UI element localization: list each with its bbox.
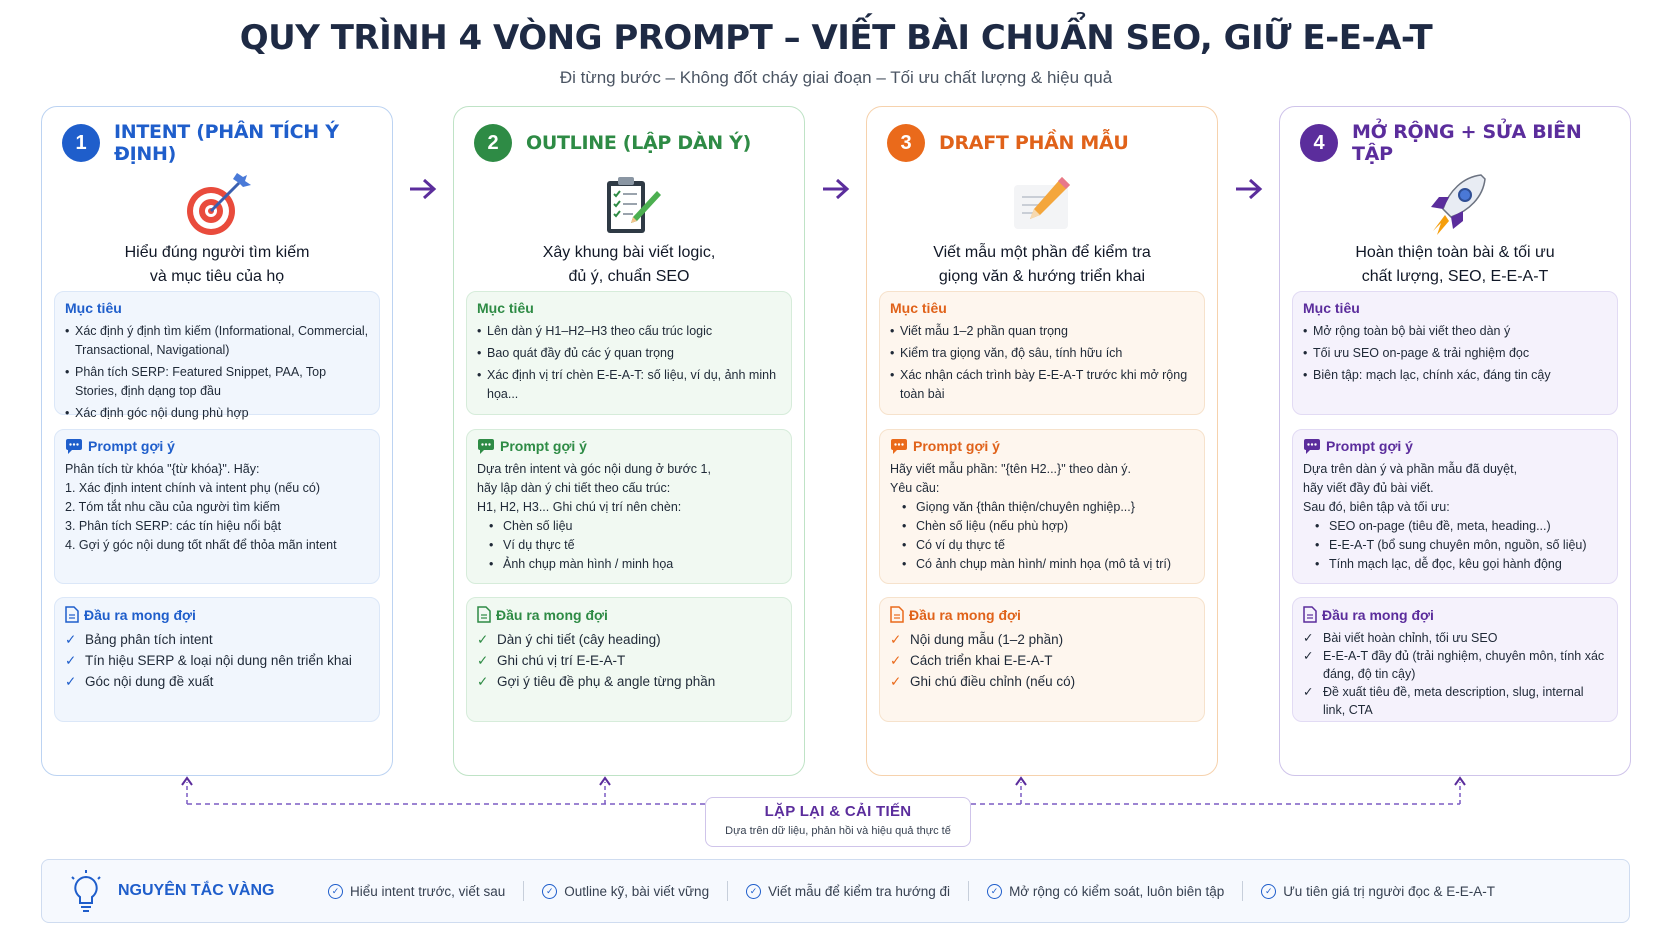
step-card-intent: [41, 106, 393, 776]
goal-item: • Bao quát đầy đủ các ý quan trọng: [477, 344, 781, 363]
step-header: [62, 123, 382, 163]
rule-text: Mở rộng có kiểm soát, luôn biên tập: [1009, 883, 1225, 899]
document-icon: [890, 606, 904, 623]
prompt-line: 4. Gợi ý góc nội dung tốt nhất để thỏa mãn intent: [65, 538, 337, 552]
loop-title: LẶP LẠI & CẢI TIẾN: [764, 803, 912, 820]
check-circle-icon: ✓: [746, 884, 761, 899]
output-heading: [65, 606, 369, 623]
prompt-line: Phân tích từ khóa "{từ khóa}". Hãy:: [65, 462, 260, 476]
prompt-section: [54, 429, 380, 584]
rule-text: Ưu tiên giá trị người đọc & E-E-A-T: [1283, 883, 1496, 899]
check-circle-icon: ✓: [542, 884, 557, 899]
output-item: ✓ Dàn ý chi tiết (cây heading): [477, 629, 781, 650]
golden-rule: [542, 884, 709, 899]
prompt-bullet: • Giọng văn {thân thiện/chuyên nghiệp...}: [890, 498, 1194, 517]
output-label: Đầu ra mong đợi: [909, 606, 1021, 623]
rule-text: Hiểu intent trước, viết sau: [350, 883, 506, 899]
chat-bubble-icon: [65, 439, 83, 454]
prompt-label: Prompt gợi ý: [500, 438, 587, 454]
step-description: [877, 241, 1207, 289]
golden-rule: [987, 884, 1224, 899]
clipboard-checklist-icon: [454, 169, 804, 241]
step-number-badge: 3: [887, 124, 925, 162]
goal-item: • Xác nhận cách trình bày E-E-A-T trước khi mở rộng toàn bài: [890, 366, 1194, 404]
divider: [968, 881, 969, 901]
rule-text: Viết mẫu để kiểm tra hướng đi: [768, 883, 951, 899]
golden-rule: [328, 884, 505, 899]
output-item: ✓ Nội dung mẫu (1–2 phần): [890, 629, 1194, 650]
output-item: ✓ Cách triển khai E-E-A-T: [890, 650, 1194, 671]
step-card-outline: [453, 106, 805, 776]
document-icon: [1303, 606, 1317, 623]
output-label: Đầu ra mong đợi: [84, 606, 196, 623]
step-description: [1290, 241, 1620, 289]
chat-bubble-icon: [1303, 439, 1321, 454]
output-heading: [890, 606, 1194, 623]
rocket-icon: [1280, 169, 1630, 241]
output-heading: [1303, 606, 1607, 623]
prompt-label: Prompt gợi ý: [88, 438, 175, 454]
desc-line: chất lượng, SEO, E-E-A-T: [1361, 268, 1549, 285]
prompt-bullet: • Có ảnh chụp màn hình/ minh họa (mô tả vị trí): [890, 555, 1194, 574]
loop-improve-box: [705, 797, 971, 847]
lightbulb-icon: [66, 869, 106, 913]
goal-item: • Biên tập: mạch lạc, chính xác, đáng tin cậy: [1303, 366, 1607, 385]
prompt-line: Hãy viết mẫu phần: "{tên H2...}" theo dàn ý.: [890, 462, 1131, 476]
output-item: ✓ Bảng phân tích intent: [65, 629, 369, 650]
check-circle-icon: ✓: [1261, 884, 1276, 899]
goals-label: Mục tiêu: [65, 300, 122, 316]
golden-rules-list: [328, 881, 1495, 901]
step-header: [474, 123, 794, 163]
arrow-right-icon: [1234, 176, 1264, 202]
check-circle-icon: ✓: [328, 884, 343, 899]
rule-text: Outline kỹ, bài viết vững: [564, 883, 710, 899]
goal-item: • Phân tích SERP: Featured Snippet, PAA, Top Stories, định dạng top đầu: [65, 363, 369, 401]
prompt-line: H1, H2, H3... Ghi chú vị trí nên chèn:: [477, 500, 682, 514]
chat-bubble-icon: [890, 439, 908, 454]
output-label: Đầu ra mong đợi: [1322, 606, 1434, 623]
document-icon: [65, 606, 79, 623]
step-title: OUTLINE (LẬP DÀN Ý): [526, 132, 751, 154]
golden-rules-bar: [41, 859, 1630, 923]
target-icon: [42, 169, 392, 241]
arrow-right-icon: [821, 176, 851, 202]
desc-line: Hoàn thiện toàn bài & tối ưu: [1355, 244, 1555, 261]
output-section: [54, 597, 380, 722]
goals-section: [54, 291, 380, 420]
prompt-line: hãy viết đầy đủ bài viết.: [1303, 481, 1434, 495]
goal-item: • Xác định góc nội dung phù hợp: [65, 404, 369, 423]
step-number-badge: 1: [62, 124, 100, 162]
goals-label: Mục tiêu: [890, 300, 947, 316]
goal-item: • Lên dàn ý H1–H2–H3 theo cấu trúc logic: [477, 322, 781, 341]
step-description: [464, 241, 794, 289]
goals-label: Mục tiêu: [1303, 300, 1360, 316]
prompt-bullet: • Ví dụ thực tế: [477, 536, 781, 555]
goals-section: [466, 291, 792, 415]
prompt-heading: [890, 438, 1194, 454]
check-circle-icon: ✓: [987, 884, 1002, 899]
output-item: ✓ E-E-A-T đầy đủ (trải nghiệm, chuyên môn, tính xác đáng, độ tin cậy): [1303, 647, 1607, 683]
prompt-line: hãy lập dàn ý chi tiết theo cấu trúc:: [477, 481, 671, 495]
desc-line: đủ ý, chuẩn SEO: [568, 268, 690, 285]
step-header: [1300, 123, 1620, 163]
goal-item: • Tối ưu SEO on-page & trải nghiệm đọc: [1303, 344, 1607, 363]
prompt-line: Dựa trên intent và góc nội dung ở bước 1,: [477, 462, 711, 476]
output-label: Đầu ra mong đợi: [496, 606, 608, 623]
divider: [523, 881, 524, 901]
goal-item: • Xác định ý định tìm kiếm (Informational, Commercial, Transactional, Navigational): [65, 322, 369, 360]
prompt-section: [466, 429, 792, 584]
loop-subtitle: Dựa trên dữ liệu, phản hồi và hiệu quả thực tế: [725, 825, 951, 837]
output-item: ✓ Gợi ý tiêu đề phụ & angle từng phần: [477, 671, 781, 692]
goal-item: • Xác định vị trí chèn E-E-A-T: số liệu, ví dụ, ảnh minh họa...: [477, 366, 781, 404]
prompt-line: Dựa trên dàn ý và phần mẫu đã duyệt,: [1303, 462, 1518, 476]
output-item: ✓ Ghi chú điều chỉnh (nếu có): [890, 671, 1194, 692]
pencil-paper-icon: [867, 169, 1217, 241]
prompt-bullet: • Chèn số liệu (nếu phù hợp): [890, 517, 1194, 536]
prompt-bullet: • E-E-A-T (bổ sung chuyên môn, nguồn, số liệu): [1303, 536, 1607, 555]
page-subtitle: Đi từng bước – Không đốt cháy giai đoạn – Tối ưu chất lượng & hiệu quả: [559, 68, 1113, 87]
document-icon: [477, 606, 491, 623]
step-title: MỞ RỘNG + SỬA BIÊN TẬP: [1352, 121, 1582, 165]
output-item: ✓ Bài viết hoàn chỉnh, tối ưu SEO: [1303, 629, 1607, 647]
prompt-line: 2. Tóm tắt nhu cầu của người tìm kiếm: [65, 500, 281, 514]
prompt-bullet: • Ảnh chụp màn hình / minh họa: [477, 555, 781, 574]
divider: [727, 881, 728, 901]
goals-label: Mục tiêu: [477, 300, 534, 316]
prompt-line: 1. Xác định intent chính và intent phụ (nếu có): [65, 481, 321, 495]
golden-rule: [746, 884, 950, 899]
divider: [1242, 881, 1243, 901]
output-section: [1292, 597, 1618, 722]
chat-bubble-icon: [477, 439, 495, 454]
golden-rule: [1261, 884, 1495, 899]
goals-section: [1292, 291, 1618, 415]
prompt-bullet: • Có ví dụ thực tế: [890, 536, 1194, 555]
desc-line: và mục tiêu của họ: [149, 268, 285, 285]
step-card-expand-edit: [1279, 106, 1631, 776]
output-item: ✓ Đề xuất tiêu đề, meta description, slug, internal link, CTA: [1303, 683, 1607, 719]
output-item: ✓ Góc nội dung đề xuất: [65, 671, 369, 692]
goal-item: • Kiểm tra giọng văn, độ sâu, tính hữu ích: [890, 344, 1194, 363]
golden-rules-title: NGUYÊN TẮC VÀNG: [118, 882, 275, 899]
page-title: QUY TRÌNH 4 VÒNG PROMPT – VIẾT BÀI CHUẨN SEO, GIỮ E-E-A-T: [239, 18, 1433, 58]
prompt-line: Sau đó, biên tập và tối ưu:: [1303, 500, 1450, 514]
prompt-heading: [477, 438, 781, 454]
prompt-heading: [1303, 438, 1607, 454]
prompt-section: [1292, 429, 1618, 584]
prompt-bullet: • SEO on-page (tiêu đề, meta, heading...): [1303, 517, 1607, 536]
prompt-bullet: • Tính mạch lạc, dễ đọc, kêu gọi hành động: [1303, 555, 1607, 574]
prompt-bullet: • Chèn số liệu: [477, 517, 781, 536]
desc-line: Hiểu đúng người tìm kiếm: [124, 244, 310, 261]
prompt-section: [879, 429, 1205, 584]
output-heading: [477, 606, 781, 623]
output-section: [466, 597, 792, 722]
goals-section: [879, 291, 1205, 415]
step-number-badge: 4: [1300, 124, 1338, 162]
goal-item: • Mở rộng toàn bộ bài viết theo dàn ý: [1303, 322, 1607, 341]
step-number-badge: 2: [474, 124, 512, 162]
prompt-label: Prompt gợi ý: [913, 438, 1000, 454]
prompt-line: 3. Phân tích SERP: các tín hiệu nổi bật: [65, 519, 282, 533]
desc-line: Viết mẫu một phần để kiểm tra: [933, 244, 1151, 261]
prompt-label: Prompt gợi ý: [1326, 438, 1413, 454]
prompt-line: Yêu cầu:: [890, 481, 940, 495]
step-description: [52, 241, 382, 289]
step-header: [887, 123, 1207, 163]
desc-line: Xây khung bài viết logic,: [542, 244, 716, 261]
step-title: DRAFT PHẦN MẪU: [939, 132, 1129, 154]
output-item: ✓ Ghi chú vị trí E-E-A-T: [477, 650, 781, 671]
step-card-draft: [866, 106, 1218, 776]
prompt-heading: [65, 438, 369, 454]
arrow-right-icon: [408, 176, 438, 202]
step-title: INTENT (PHÂN TÍCH Ý ĐỊNH): [114, 121, 339, 165]
desc-line: giọng văn & hướng triển khai: [938, 268, 1146, 285]
output-section: [879, 597, 1205, 722]
output-item: ✓ Tín hiệu SERP & loại nội dung nên triển khai: [65, 650, 369, 671]
goal-item: • Viết mẫu 1–2 phần quan trọng: [890, 322, 1194, 341]
